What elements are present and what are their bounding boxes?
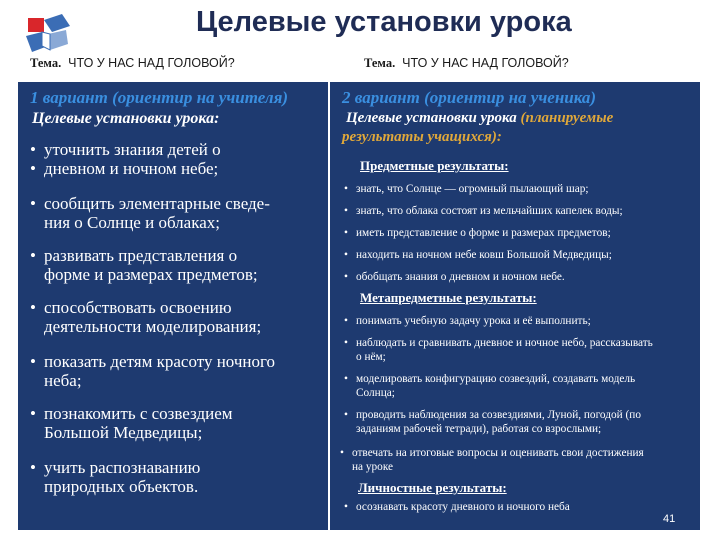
left-item-3: • развивать представления о форме и размерах предметов; <box>30 246 258 284</box>
page-number: 41 <box>663 513 676 525</box>
right-panel <box>330 82 700 530</box>
left-item-7: • учить распознаванию природных объектов. <box>30 458 201 496</box>
left-item-5: • показать детям красоту ночного неба; <box>30 352 276 390</box>
meta-item-3: • моделировать конфигурацию созвездий, создавать модель Солнца; <box>344 373 636 399</box>
meta-item-4: • проводить наблюдения за созвездиями, Луной, погодой (по заданиям рабочей тетради), работая со взрослыми; <box>344 409 641 435</box>
topic-left-label: Тема. <box>30 56 62 70</box>
right-subheading-cont: результаты учащихся): <box>342 129 502 145</box>
subject-item-3: • иметь представление о форме и размерах предметов; <box>344 227 611 239</box>
right-subheading: Целевые установки урока (планируемые <box>346 110 614 126</box>
header <box>0 0 720 80</box>
left-item-1: • • уточнить знания детей о дневном и ночном небе; <box>30 140 221 178</box>
subject-item-5: • обобщать знания о дневном и ночном небе. <box>344 271 565 283</box>
topic-right-label: Тема. <box>364 56 396 70</box>
topic-right <box>364 56 569 71</box>
topic-left <box>30 56 235 71</box>
left-subheading: Целевые установки урока: <box>32 110 220 127</box>
subject-item-2: • знать, что облака состоят из мельчайших капелек воды; <box>344 205 623 217</box>
subject-item-1: • знать, что Солнце — огромный пылающий шар; <box>344 183 589 195</box>
left-item-6: • познакомить с созвездием Большой Медведицы; <box>30 404 233 442</box>
meta-item-2: • наблюдать и сравнивать дневное и ночное небо, рассказывать о нём; <box>344 337 653 363</box>
topic-right-text: ЧТО У НАС НАД ГОЛОВОЙ? <box>402 56 569 70</box>
meta-item-1: • понимать учебную задачу урока и её выполнить; <box>344 315 591 327</box>
subject-item-4: • находить на ночном небе ковш Большой Медведицы; <box>344 249 612 261</box>
topic-left-text: ЧТО У НАС НАД ГОЛОВОЙ? <box>68 56 235 70</box>
section-title-personal: Личностные результаты: <box>358 480 507 495</box>
right-heading: 2 вариант (ориентир на ученика) <box>342 88 597 107</box>
left-panel <box>18 82 328 530</box>
meta-item-5: • отвечать на итоговые вопросы и оценивать свои достижения на уроке <box>340 447 644 473</box>
cube-logo-icon <box>22 12 74 56</box>
section-title-meta: Метапредметные результаты: <box>360 290 537 305</box>
left-heading: 1 вариант (ориентир на учителя) <box>30 88 288 107</box>
page-title: Целевые установки урока <box>196 6 572 38</box>
left-item-2: • сообщить элементарные сведе- ния о Солнце и облаках; <box>30 194 270 232</box>
personal-item-1: • осознавать красоту дневного и ночного неба <box>344 501 570 513</box>
left-item-4: • способствовать освоению деятельности моделирования; <box>30 298 262 336</box>
section-title-subject: Предметные результаты: <box>360 158 509 173</box>
